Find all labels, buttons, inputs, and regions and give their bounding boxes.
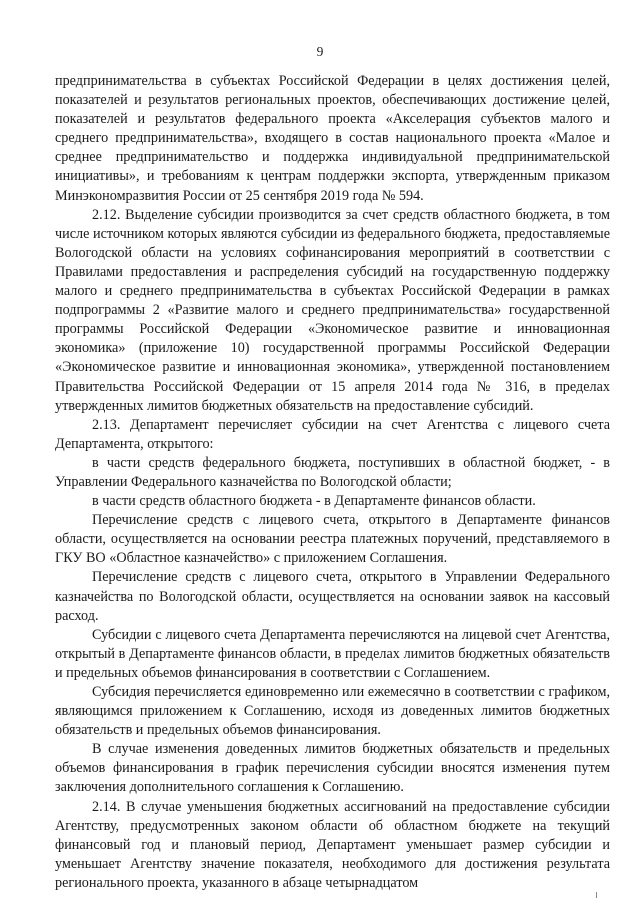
paragraph-treasury-transfer: Перечисление средств с лицевого счета, открытого в Управлении Федерального казначейства по Вологодской области, осуществляется на основании заявок на кассовый расход. xyxy=(55,569,610,624)
paragraph-schedule-changes: В случае изменения доведенных лимитов бюджетных обязательств и предельных объемов финансирования в график перечисления субсидии вносятся изменения путем заключения дополнительного соглашения к Соглашению. xyxy=(55,741,610,796)
paragraph-subsidy-account: Субсидии с лицевого счета Департамента перечисляются на лицевой счет Агентства, открытый в Департаменте финансов области, в пределах лимитов бюджетных обязательств и предельных объемов финансирования в соответствии с Соглашением. xyxy=(55,626,610,681)
document-body xyxy=(55,72,610,893)
paragraph-2-14: 2.14. В случае уменьшения бюджетных ассигнований на предоставление субсидии Агентству, предусмотренных законом области об областном бюджете на текущий финансовый год и плановый период, Департамент уменьшает размер субсидии и уменьшает Агентству значение показателя, необходимого для достижения результата регионального проекта, указанного в абзаце четырнадцатом xyxy=(55,798,610,891)
paragraph-subsidy-schedule: Субсидия перечисляется единовременно или ежемесячно в соответствии с графиком, являющимся приложением к Соглашению, исходя из доведенных лимитов бюджетных обязательств и предельных объемов финансирования. xyxy=(55,684,610,739)
scan-mark xyxy=(596,892,597,898)
page-number: 9 xyxy=(316,44,324,59)
paragraph-2-12: 2.12. Выделение субсидии производится за счет средств областного бюджета, в том числе источником которых являются субсидии из федерального бюджета, предоставляемые Вологодской области на условиях софинансирования мероприятий в соответствии с Правилами предоставления и распределения субсидий на государственную поддержку малого и среднего предпринимательства в субъектах Российской Федерации в рамках подпрограммы 2 «Развитие малого и среднего предпринимательства» государственной программы Российской Федерации «Экономическое развитие и инновационная экономика» (приложение 10) государственной программы Российской Федерации «Экономическое развитие и инновационная экономика», утвержденной постановлением Правительства Российской Федерации от 15 апреля 2014 года № 316, в пределах утвержденных лимитов бюджетных обязательств на предоставление субсидий. xyxy=(55,206,610,414)
paragraph-federal-budget: в части средств федерального бюджета, поступивших в областной бюджет, - в Управлении Федерального казначейства по Вологодской области; xyxy=(55,454,610,490)
paragraph-finance-transfer: Перечисление средств с лицевого счета, открытого в Департаменте финансов области, осуществляется на основании реестра платежных поручений, представляемого в ГКУ ВО «Областное казначейство» с приложением Соглашения. xyxy=(55,512,610,567)
paragraph-continuation: предпринимательства в субъектах Российской Федерации в целях достижения целей, показателей и результатов региональных проектов, обеспечивающих достижение целей, показателей и результатов федерального проекта «Акселерация субъектов малого и среднего предпринимательства», входящего в состав национального проекта «Малое и среднее предпринимательство и поддержка индивидуальной предпринимательской инициативы», и требованиям к центрам поддержки экспорта, утвержденным приказом Минэкономразвития России от 25 сентября 2019 года № 594. xyxy=(55,73,610,204)
paragraph-2-13: 2.13. Департамент перечисляет субсидии на счет Агентства с лицевого счета Департамента, открытого: xyxy=(55,416,610,452)
paragraph-regional-budget: в части средств областного бюджета - в Департаменте финансов области. xyxy=(92,493,536,510)
